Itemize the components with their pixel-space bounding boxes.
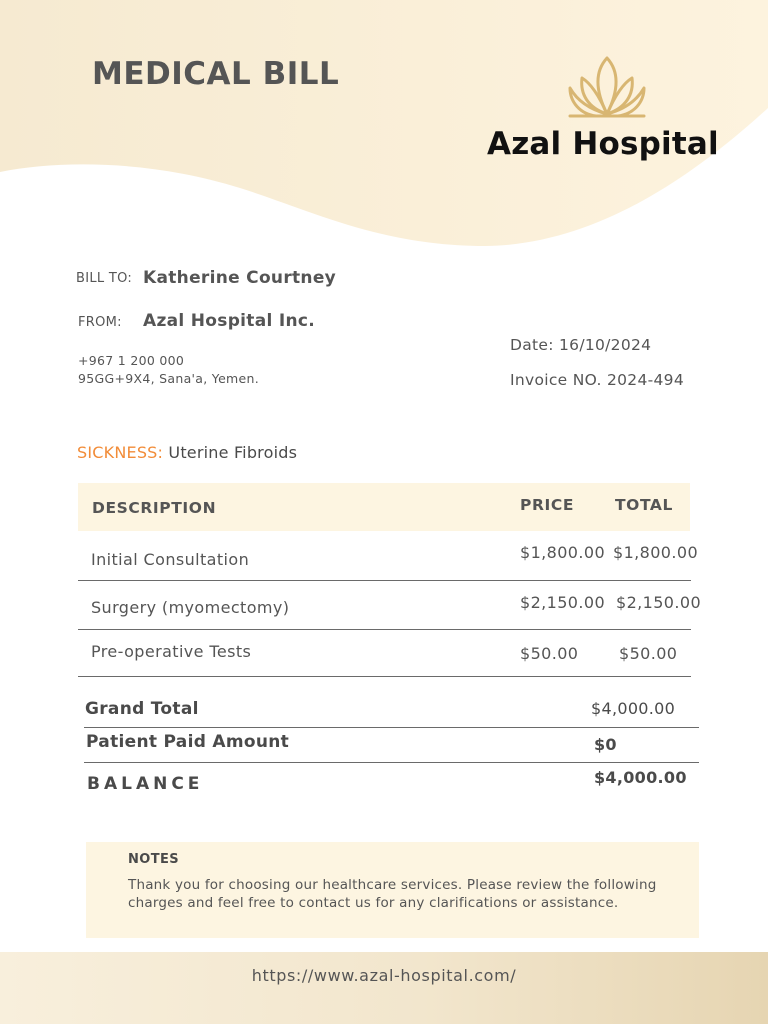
document-title: MEDICAL BILL <box>92 56 340 92</box>
patient-paid-label: Patient Paid Amount <box>86 732 290 752</box>
bill-to-label: BILL TO: <box>76 271 133 286</box>
notes-line: charges and feel free to contact us for any clarifications or assistance. <box>128 895 619 911</box>
notes-text <box>128 876 688 912</box>
balance-value: $4,000.00 <box>594 768 687 787</box>
row-total: $2,150.00 <box>616 593 702 612</box>
notes-title: NOTES <box>128 852 180 867</box>
balance-label: BALANCE <box>87 774 204 794</box>
row-total: $50.00 <box>619 644 678 663</box>
contact-phone: +967 1 200 000 <box>78 353 185 368</box>
contact-address: 95GG+9X4, Sana'a, Yemen. <box>78 371 260 386</box>
row-total: $1,800.00 <box>613 543 699 562</box>
grand-total-label: Grand Total <box>85 699 199 719</box>
contact-block <box>78 352 259 388</box>
row-divider <box>78 580 691 581</box>
grand-total-value: $4,000.00 <box>591 699 676 718</box>
summary-divider <box>84 762 699 763</box>
hospital-name: Azal Hospital <box>487 126 719 162</box>
from-name: Azal Hospital Inc. <box>143 311 315 331</box>
row-divider <box>78 629 691 630</box>
summary-divider <box>84 727 699 728</box>
column-header-price: PRICE <box>520 496 575 514</box>
row-description: Pre-operative Tests <box>91 642 252 661</box>
row-description: Initial Consultation <box>91 550 250 569</box>
notes-line: Thank you for choosing our healthcare services. Please review the following <box>128 877 657 893</box>
row-price: $50.00 <box>520 644 579 663</box>
sickness-line <box>77 443 297 462</box>
column-header-description: DESCRIPTION <box>92 499 217 517</box>
row-divider <box>78 676 691 677</box>
bill-to-name: Katherine Courtney <box>143 268 337 288</box>
row-price: $2,150.00 <box>520 593 606 612</box>
lotus-logo-icon <box>566 54 648 120</box>
footer-band <box>0 952 768 1024</box>
footer-website-url: https://www.azal-hospital.com/ <box>251 966 517 985</box>
sickness-value: Uterine Fibroids <box>168 443 298 462</box>
invoice-number: Invoice NO. 2024-494 <box>510 371 684 389</box>
patient-paid-value: $0 <box>594 735 617 754</box>
row-description: Surgery (myomectomy) <box>91 598 290 617</box>
sickness-label: SICKNESS: <box>77 443 164 462</box>
bill-date: Date: 16/10/2024 <box>510 336 652 354</box>
row-price: $1,800.00 <box>520 543 606 562</box>
column-header-total: TOTAL <box>615 496 673 514</box>
from-label: FROM: <box>78 315 122 330</box>
